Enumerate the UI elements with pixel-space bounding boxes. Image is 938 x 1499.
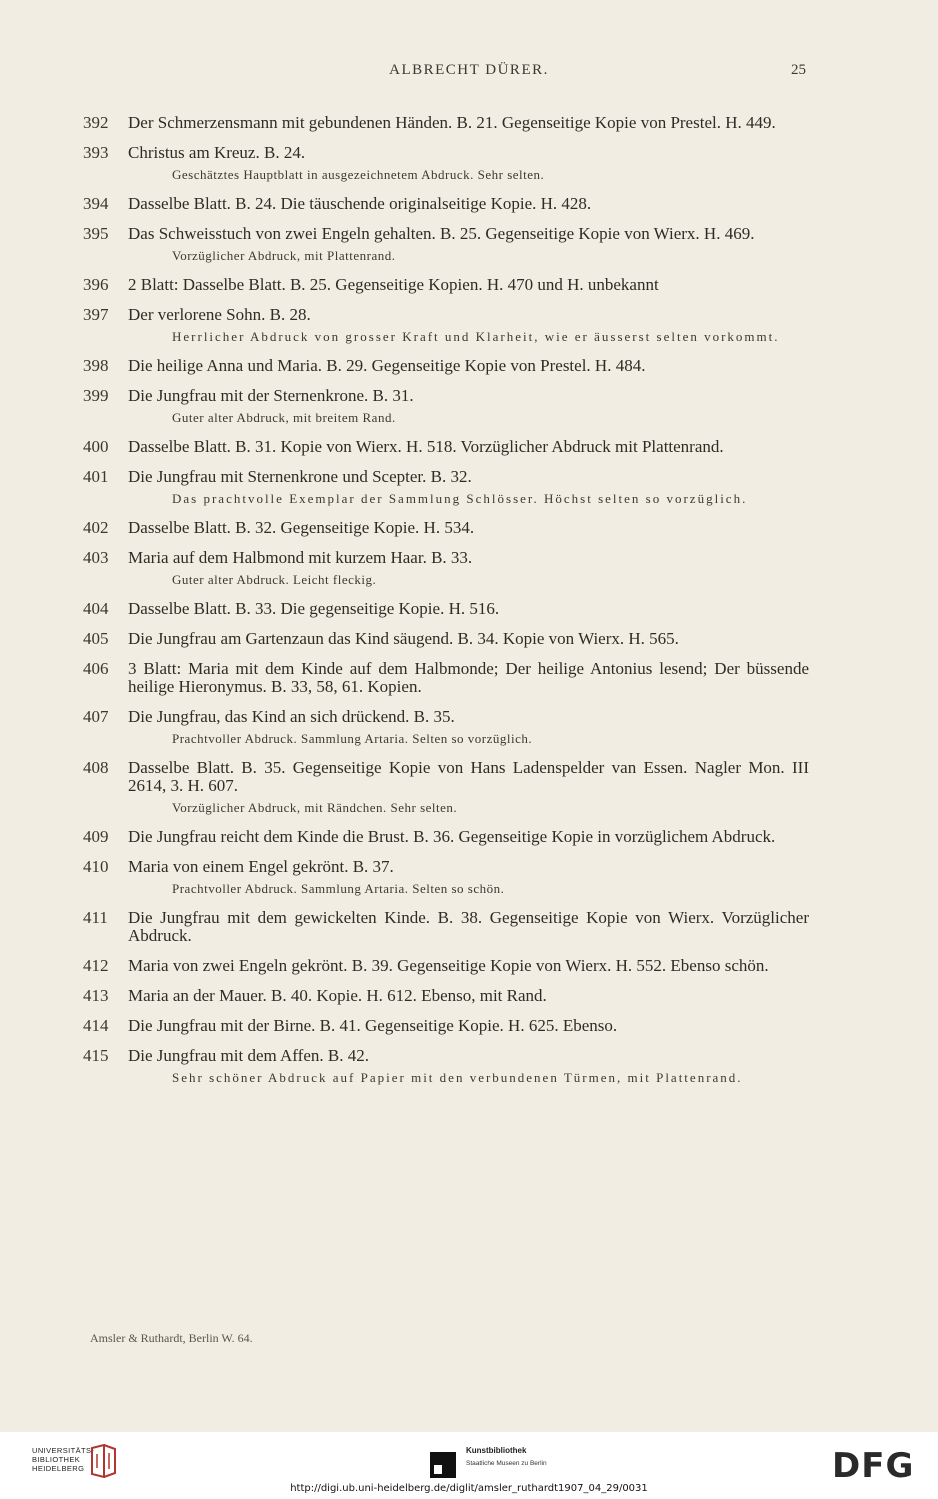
entry-description: Die Jungfrau mit Sternenkrone und Scepter. B. 32. (128, 467, 472, 486)
uni-name-line-2: BIBLIOTHEK (32, 1455, 81, 1464)
permalink-url[interactable]: http://digi.ub.uni-heidelberg.de/diglit/amsler_ruthardt1907_04_29/0031 (290, 1483, 648, 1494)
entry-description: Die Jungfrau mit dem gewickelten Kinde. B. 38. Gegenseitige Kopie von Wierx. Vorzüglicher Abdruck. (128, 908, 809, 945)
entry-number: 393 (83, 143, 109, 162)
entry-note: Vorzüglicher Abdruck, mit Plattenrand. (172, 248, 396, 263)
entry-number: 409 (83, 827, 109, 846)
entry-description: Dasselbe Blatt. B. 24. Die täuschende originalseitige Kopie. H. 428. (128, 194, 592, 213)
catalogue-entry (83, 549, 809, 588)
entry-description: Maria an der Mauer. B. 40. Kopie. H. 612. Ebenso, mit Rand. (128, 986, 547, 1005)
entry-number: 415 (83, 1046, 109, 1065)
entry-description: Die Jungfrau mit der Birne. B. 41. Gegenseitige Kopie. H. 625. Ebenso. (128, 1016, 618, 1035)
digitization-footer (0, 1432, 938, 1499)
entry-note: Guter alter Abdruck. Leicht fleckig. (172, 572, 377, 587)
entry-number: 404 (83, 599, 109, 618)
catalogue-entry (83, 987, 809, 1005)
catalogue-entry (83, 630, 809, 648)
catalogue-entry (83, 225, 809, 264)
entry-number: 414 (83, 1016, 109, 1035)
uni-name-line-1: UNIVERSITÄTS- (32, 1446, 95, 1455)
entry-number: 392 (83, 113, 109, 132)
entry-number: 406 (83, 659, 109, 678)
catalogue-entry (83, 708, 809, 747)
catalogue-entry (83, 759, 809, 816)
running-title: ALBRECHT DÜRER. (389, 62, 549, 78)
entry-number: 402 (83, 518, 109, 537)
uni-name-line-3: HEIDELBERG (32, 1464, 85, 1473)
entry-description: Christus am Kreuz. B. 24. (128, 143, 306, 162)
entry-number: 397 (83, 305, 109, 324)
catalogue-entry (83, 1047, 809, 1086)
entry-description: Der Schmerzensmann mit gebundenen Händen. B. 21. Gegenseitige Kopie von Prestel. H. 449. (128, 113, 776, 132)
entry-number: 396 (83, 275, 109, 294)
catalogue-entry (83, 519, 809, 537)
catalogue-entry (83, 909, 809, 945)
entry-number: 398 (83, 356, 109, 375)
entry-description: Die heilige Anna und Maria. B. 29. Gegenseitige Kopie von Prestel. H. 484. (128, 356, 646, 375)
heidelberg-emblem-icon (88, 1444, 118, 1478)
entry-description: Dasselbe Blatt. B. 35. Gegenseitige Kopie von Hans Ladenspelder van Essen. Nagler Mon. III 2614, 3. H. 607. (128, 758, 809, 795)
entry-description: Maria von einem Engel gekrönt. B. 37. (128, 857, 394, 876)
entry-number: 400 (83, 437, 109, 456)
printer-imprint: Amsler & Ruthardt, Berlin W. 64. (90, 1331, 253, 1345)
entry-number: 407 (83, 707, 109, 726)
entry-description: 2 Blatt: Dasselbe Blatt. B. 25. Gegenseitige Kopien. H. 470 und H. unbekannt (128, 275, 659, 294)
catalogue-entry (83, 306, 809, 345)
catalogue-entries (83, 114, 809, 1098)
catalogue-entry (83, 195, 809, 213)
entry-note: Prachtvoller Abdruck. Sammlung Artaria. Selten so vorzüglich. (172, 731, 533, 746)
entry-description: Dasselbe Blatt. B. 33. Die gegenseitige Kopie. H. 516. (128, 599, 500, 618)
dfg-logo: DFG (832, 1446, 915, 1486)
kunstbibliothek-title: Kunstbibliothek (466, 1446, 527, 1455)
entry-description: 3 Blatt: Maria mit dem Kinde auf dem Halbmonde; Der heilige Antonius lesend; Der büssende heilige Hieronymus. B. 33, 58, 61. Kopien. (128, 659, 809, 696)
entry-number: 395 (83, 224, 109, 243)
entry-note: Guter alter Abdruck, mit breitem Rand. (172, 410, 396, 425)
entry-note: Vorzüglicher Abdruck, mit Rändchen. Sehr selten. (172, 800, 458, 815)
catalogue-entry (83, 276, 809, 294)
catalogue-entry (83, 438, 809, 456)
entry-description: Die Jungfrau mit dem Affen. B. 42. (128, 1046, 369, 1065)
catalogue-entry (83, 828, 809, 846)
catalogue-entry (83, 114, 809, 132)
entry-description: Der verlorene Sohn. B. 28. (128, 305, 311, 324)
catalogue-entry (83, 957, 809, 975)
entry-description: Die Jungfrau reicht dem Kinde die Brust. B. 36. Gegenseitige Kopie in vorzüglichem Abdruck. (128, 827, 776, 846)
entry-number: 405 (83, 629, 109, 648)
entry-number: 413 (83, 986, 109, 1005)
entry-description: Die Jungfrau mit der Sternenkrone. B. 31. (128, 386, 414, 405)
entry-number: 401 (83, 467, 109, 486)
entry-note: Prachtvoller Abdruck. Sammlung Artaria. Selten so schön. (172, 881, 505, 896)
catalogue-entry (83, 468, 809, 507)
entry-number: 410 (83, 857, 109, 876)
entry-note: Herrlicher Abdruck von grosser Kraft und Klarheit, wie er äusserst selten vorkommt. (172, 329, 780, 344)
catalogue-entry (83, 600, 809, 618)
catalogue-entry (83, 144, 809, 183)
page-number: 25 (791, 62, 806, 78)
entry-note: Sehr schöner Abdruck auf Papier mit den verbundenen Türmen, mit Plattenrand. (172, 1070, 743, 1085)
catalogue-entry (83, 357, 809, 375)
entry-number: 408 (83, 758, 109, 777)
entry-description: Die Jungfrau am Gartenzaun das Kind säugend. B. 34. Kopie von Wierx. H. 565. (128, 629, 679, 648)
entry-number: 394 (83, 194, 109, 213)
entry-description: Dasselbe Blatt. B. 32. Gegenseitige Kopie. H. 534. (128, 518, 475, 537)
catalogue-entry (83, 858, 809, 897)
entry-description: Dasselbe Blatt. B. 31. Kopie von Wierx. H. 518. Vorzüglicher Abdruck mit Plattenrand. (128, 437, 724, 456)
entry-description: Das Schweisstuch von zwei Engeln gehalten. B. 25. Gegenseitige Kopie von Wierx. H. 469. (128, 224, 755, 243)
entry-description: Die Jungfrau, das Kind an sich drückend. B. 35. (128, 707, 455, 726)
entry-number: 403 (83, 548, 109, 567)
catalogue-entry (83, 660, 809, 696)
entry-note: Geschätztes Hauptblatt in ausgezeichnetem Abdruck. Sehr selten. (172, 167, 545, 182)
entry-note: Das prachtvolle Exemplar der Sammlung Schlösser. Höchst selten so vorzüglich. (172, 491, 748, 506)
entry-number: 399 (83, 386, 109, 405)
university-library-name (32, 1446, 95, 1473)
catalogue-entry (83, 387, 809, 426)
entry-description: Maria auf dem Halbmond mit kurzem Haar. B. 33. (128, 548, 473, 567)
catalogue-entry (83, 1017, 809, 1035)
entry-number: 411 (83, 908, 108, 927)
entry-description: Maria von zwei Engeln gekrönt. B. 39. Gegenseitige Kopie von Wierx. H. 552. Ebenso schön. (128, 956, 769, 975)
entry-number: 412 (83, 956, 109, 975)
kunstbibliothek-subtitle: Staatliche Museen zu Berlin (466, 1460, 547, 1467)
kunstbibliothek-emblem-icon (430, 1452, 456, 1478)
running-head (0, 62, 938, 82)
